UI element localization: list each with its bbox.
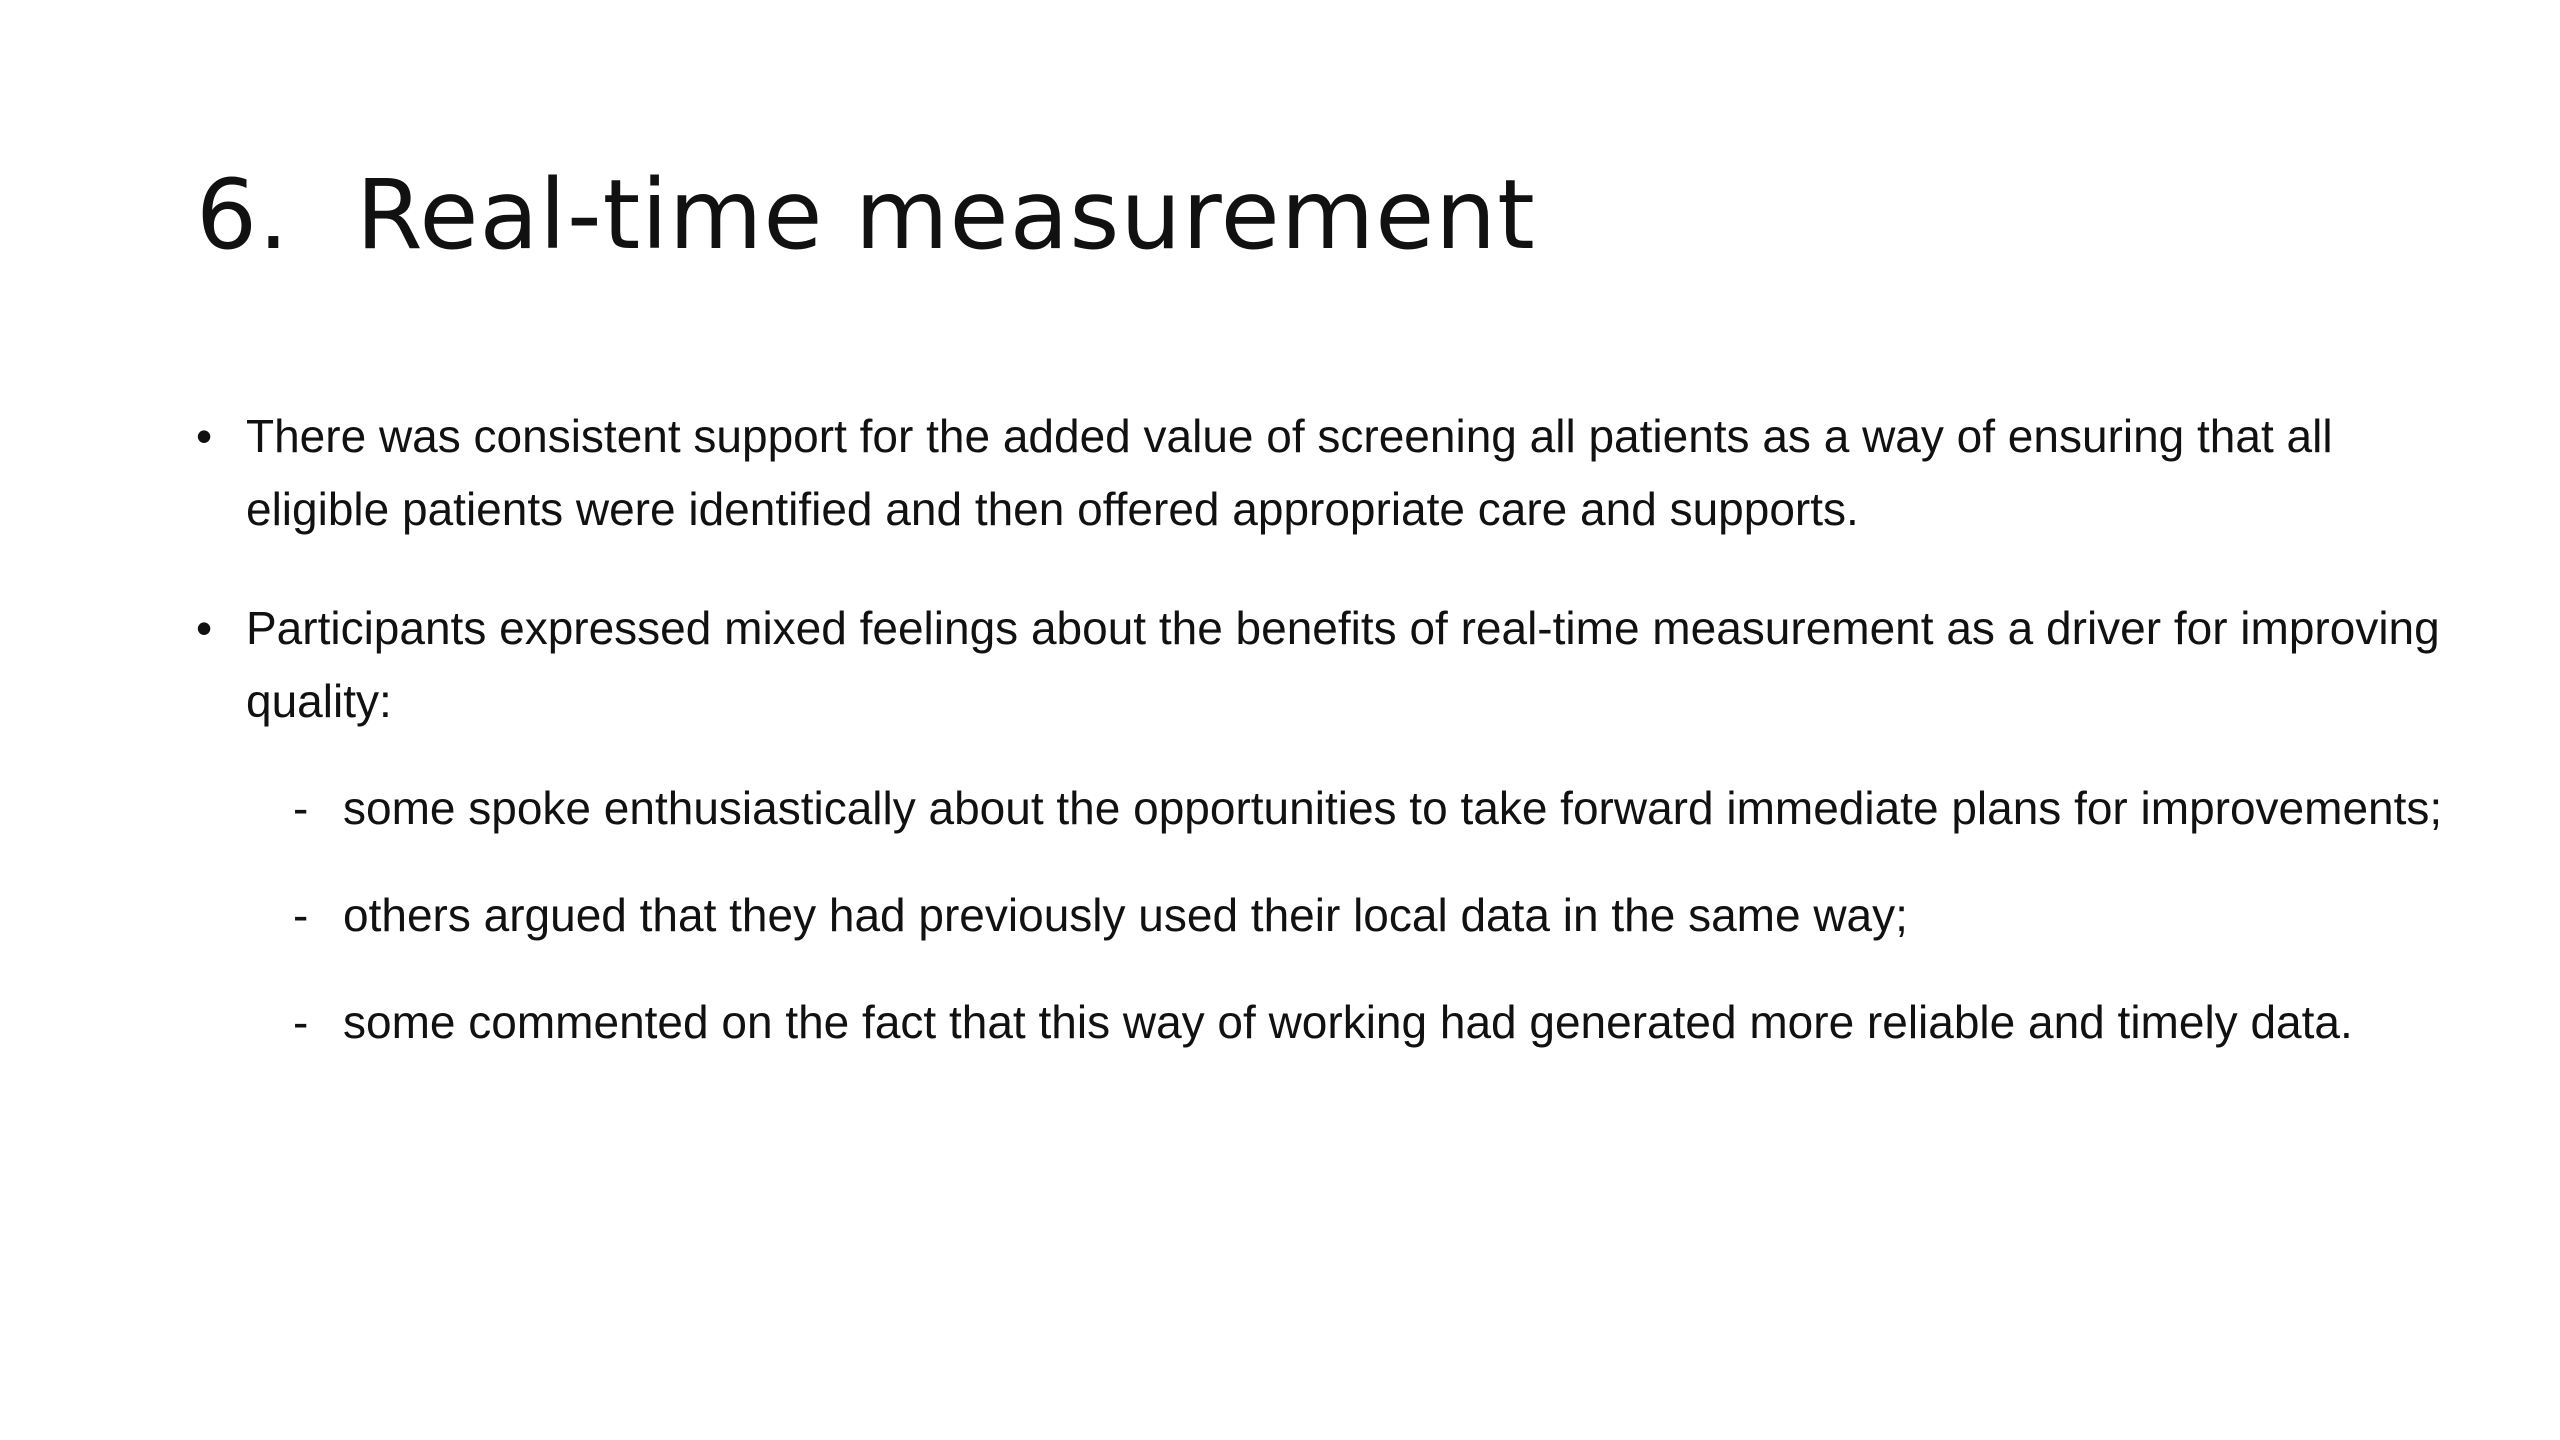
sub-bullet-item [196,986,2446,1059]
sub-bullet-text: some spoke enthusiastically about the opportunities to take forward immediate plans for improvements; [343,782,2443,834]
dash-marker: - [293,889,309,941]
bullet-text: There was consistent support for the added value of screening all patients as a way of ensuring that all eligible patients were identified and then offered appropriate care and supports. [246,410,2333,535]
bullet-item [196,400,2446,546]
bullet-item [196,592,2446,738]
dash-marker: - [293,996,309,1048]
sub-bullet-text: others argued that they had previously used their local data in the same way; [343,889,1908,941]
slide-body [196,400,2446,1093]
sub-bullet-list [196,772,2446,1059]
sub-bullet-item [196,772,2446,845]
sub-bullet-text: some commented on the fact that this way of working had generated more reliable and timely data. [343,996,2353,1048]
bullet-marker: • [196,602,213,654]
bullet-text: Participants expressed mixed feelings about the benefits of real-time measurement as a driver for improving quality: [246,602,2440,727]
bullet-marker: • [196,410,213,462]
dash-marker: - [293,782,309,834]
slide-title [196,150,1536,280]
title-text: Real-time measurement [356,159,1536,271]
sub-bullet-item [196,879,2446,952]
title-number: 6. [196,159,290,271]
